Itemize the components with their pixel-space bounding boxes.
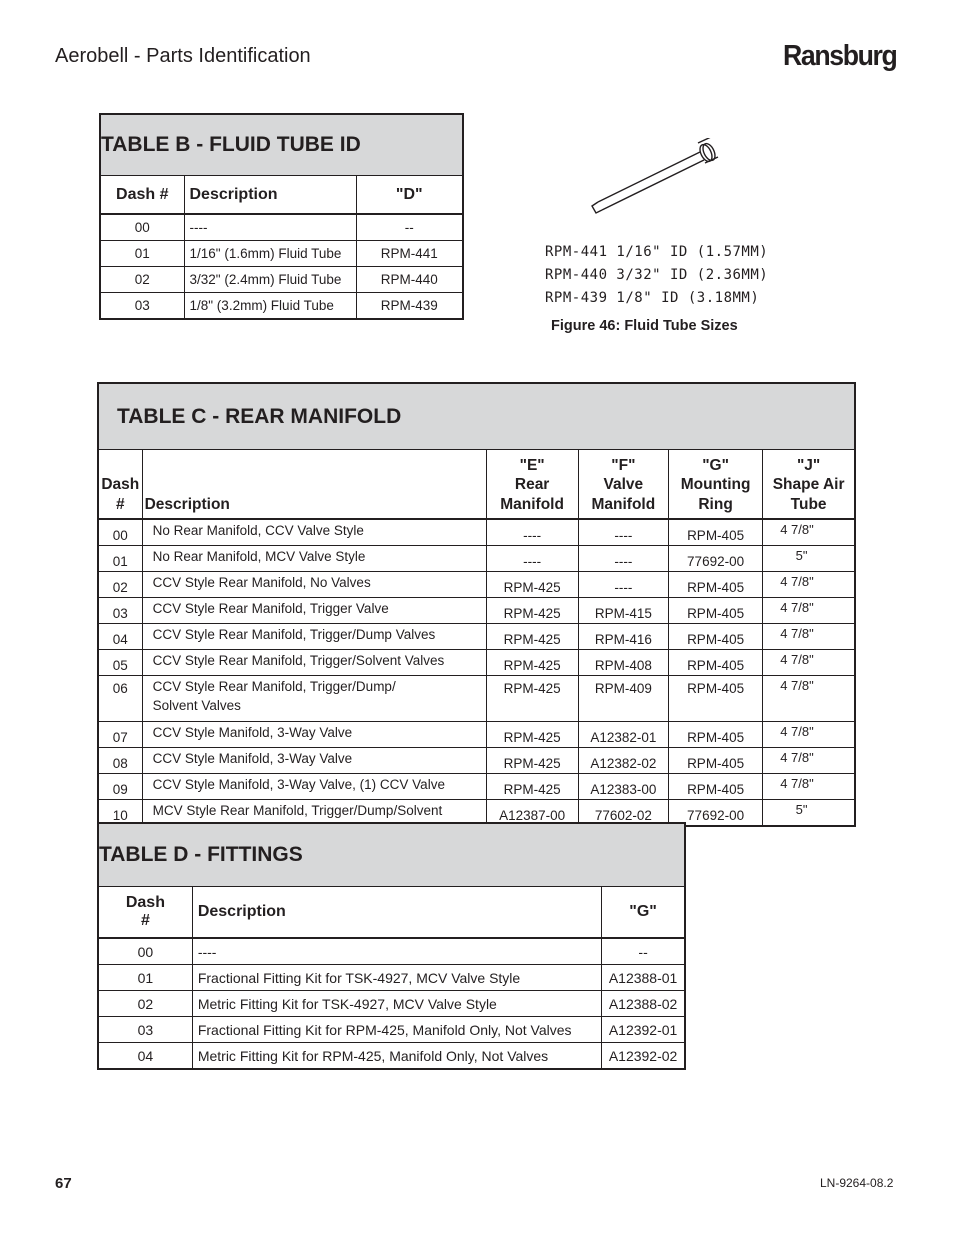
table-row	[98, 624, 855, 650]
cell-valve-manifold: RPM-415	[578, 598, 668, 624]
cell-shape-air-tube: 4 7/8"	[763, 650, 855, 676]
figure-label-rpm-441: RPM-441 1/16" ID (1.57MM)	[545, 244, 769, 260]
cell-part: RPM-439	[356, 293, 463, 320]
cell-shape-air-tube: 4 7/8"	[763, 572, 855, 598]
col-header-e: "E" Rear Manifold	[486, 450, 578, 520]
cell-rear-manifold: ----	[486, 519, 578, 546]
cell-description: 3/32" (2.4mm) Fluid Tube	[184, 267, 356, 293]
cell-description: MCV Style Rear Manifold, Trigger/Dump/Solvent	[142, 800, 486, 827]
cell-mounting-ring: 77692-00	[668, 800, 762, 827]
cell-mounting-ring: RPM-405	[668, 572, 762, 598]
cell-shape-air-tube: 4 7/8"	[763, 519, 855, 546]
cell-shape-air-tube: 4 7/8"	[763, 624, 855, 650]
col-header-description: Description	[184, 176, 356, 215]
table-row	[98, 598, 855, 624]
cell-rear-manifold: RPM-425	[486, 774, 578, 800]
cell-description: CCV Style Rear Manifold, Trigger/Dump Valves	[142, 624, 486, 650]
fluid-tube-drawing	[592, 138, 718, 213]
cell-mounting-ring: RPM-405	[668, 774, 762, 800]
col-header-f: "F" Valve Manifold	[578, 450, 668, 520]
table-row	[100, 267, 463, 293]
cell-part: A12388-02	[602, 991, 685, 1017]
cell-description: CCV Style Rear Manifold, Trigger/Dump/ Solvent Valves	[142, 676, 486, 722]
cell-rear-manifold: RPM-425	[486, 748, 578, 774]
cell-description: Fractional Fitting Kit for TSK-4927, MCV Valve Style	[192, 965, 601, 991]
col-header-d: "D"	[356, 176, 463, 215]
figure-label-rpm-439: RPM-439 1/8" ID (3.18MM)	[545, 290, 760, 306]
cell-mounting-ring: RPM-405	[668, 676, 762, 722]
cell-description: 1/16" (1.6mm) Fluid Tube	[184, 241, 356, 267]
table-b-title: TABLE B - FLUID TUBE ID	[100, 114, 463, 176]
cell-description: CCV Style Rear Manifold, Trigger Valve	[142, 598, 486, 624]
col-header-description: Description	[192, 887, 601, 939]
cell-valve-manifold: RPM-409	[578, 676, 668, 722]
page-header-title: Aerobell - Parts Identification	[55, 45, 311, 67]
table-row	[98, 1017, 685, 1043]
table-row	[100, 241, 463, 267]
cell-description: CCV Style Rear Manifold, Trigger/Solvent Valves	[142, 650, 486, 676]
table-row	[98, 676, 855, 722]
table-row	[98, 1043, 685, 1070]
cell-shape-air-tube: 5"	[763, 800, 855, 827]
cell-dash: 01	[98, 965, 192, 991]
cell-dash: 07	[98, 722, 142, 748]
cell-part: A12392-02	[602, 1043, 685, 1070]
fluid-tube-figure	[540, 138, 800, 313]
cell-description: CCV Style Manifold, 3-Way Valve	[142, 722, 486, 748]
cell-description: Metric Fitting Kit for TSK-4927, MCV Valve Style	[192, 991, 601, 1017]
cell-dash: 01	[98, 546, 142, 572]
cell-valve-manifold: RPM-408	[578, 650, 668, 676]
table-row	[98, 965, 685, 991]
cell-description: No Rear Manifold, MCV Valve Style	[142, 546, 486, 572]
cell-shape-air-tube: 4 7/8"	[763, 676, 855, 722]
cell-shape-air-tube: 4 7/8"	[763, 774, 855, 800]
table-row	[98, 991, 685, 1017]
cell-dash: 01	[100, 241, 184, 267]
cell-part: --	[602, 938, 685, 965]
cell-part: A12388-01	[602, 965, 685, 991]
cell-mounting-ring: RPM-405	[668, 650, 762, 676]
cell-dash: 04	[98, 1043, 192, 1070]
cell-shape-air-tube: 4 7/8"	[763, 722, 855, 748]
cell-dash: 03	[100, 293, 184, 320]
table-row	[100, 214, 463, 241]
cell-rear-manifold: RPM-425	[486, 598, 578, 624]
brand-logo: Ransburg	[783, 40, 897, 72]
cell-rear-manifold: RPM-425	[486, 676, 578, 722]
cell-mounting-ring: RPM-405	[668, 624, 762, 650]
col-header-dash: Dash #	[98, 450, 142, 520]
table-row	[98, 650, 855, 676]
cell-mounting-ring: 77692-00	[668, 546, 762, 572]
cell-description: 1/8" (3.2mm) Fluid Tube	[184, 293, 356, 320]
page-number: 67	[55, 1175, 72, 1192]
figure-caption: Figure 46: Fluid Tube Sizes	[551, 318, 738, 334]
cell-rear-manifold: ----	[486, 546, 578, 572]
table-d-title: TABLE D - FITTINGS	[98, 823, 685, 887]
cell-rear-manifold: A12387-00	[486, 800, 578, 827]
figure-label-rpm-440: RPM-440 3/32" ID (2.36MM)	[545, 267, 769, 283]
col-header-j: "J" Shape Air Tube	[763, 450, 855, 520]
cell-part: A12392-01	[602, 1017, 685, 1043]
cell-valve-manifold: ----	[578, 519, 668, 546]
table-row	[98, 748, 855, 774]
cell-dash: 00	[98, 519, 142, 546]
col-header-description: Description	[142, 450, 486, 520]
cell-dash: 05	[98, 650, 142, 676]
cell-mounting-ring: RPM-405	[668, 722, 762, 748]
cell-dash: 10	[98, 800, 142, 827]
cell-rear-manifold: RPM-425	[486, 624, 578, 650]
cell-valve-manifold: A12382-02	[578, 748, 668, 774]
cell-part: --	[356, 214, 463, 241]
cell-description: CCV Style Manifold, 3-Way Valve, (1) CCV Valve	[142, 774, 486, 800]
cell-description: Metric Fitting Kit for RPM-425, Manifold Only, Not Valves	[192, 1043, 601, 1070]
col-header-g: "G"	[602, 887, 685, 939]
col-header-g: "G" Mounting Ring	[668, 450, 762, 520]
cell-rear-manifold: RPM-425	[486, 572, 578, 598]
table-row	[98, 572, 855, 598]
cell-valve-manifold: A12383-00	[578, 774, 668, 800]
table-d-fittings	[97, 822, 686, 1070]
table-c-rear-manifold	[97, 382, 856, 827]
cell-shape-air-tube: 4 7/8"	[763, 598, 855, 624]
cell-dash: 02	[98, 991, 192, 1017]
cell-dash: 03	[98, 598, 142, 624]
cell-dash: 08	[98, 748, 142, 774]
table-c-title: TABLE C - REAR MANIFOLD	[98, 383, 855, 450]
cell-description: No Rear Manifold, CCV Valve Style	[142, 519, 486, 546]
cell-dash: 02	[100, 267, 184, 293]
cell-description: CCV Style Manifold, 3-Way Valve	[142, 748, 486, 774]
cell-mounting-ring: RPM-405	[668, 748, 762, 774]
cell-valve-manifold: ----	[578, 572, 668, 598]
cell-dash: 03	[98, 1017, 192, 1043]
cell-dash: 09	[98, 774, 142, 800]
table-row	[98, 519, 855, 546]
cell-mounting-ring: RPM-405	[668, 598, 762, 624]
cell-dash: 02	[98, 572, 142, 598]
table-row	[98, 546, 855, 572]
cell-description: Fractional Fitting Kit for RPM-425, Manifold Only, Not Valves	[192, 1017, 601, 1043]
cell-part: RPM-441	[356, 241, 463, 267]
cell-part: RPM-440	[356, 267, 463, 293]
cell-valve-manifold: RPM-416	[578, 624, 668, 650]
cell-description: ----	[192, 938, 601, 965]
cell-rear-manifold: RPM-425	[486, 650, 578, 676]
table-row	[98, 722, 855, 748]
table-row	[98, 938, 685, 965]
cell-mounting-ring: RPM-405	[668, 519, 762, 546]
col-header-dash: Dash #	[100, 176, 184, 215]
cell-description: ----	[184, 214, 356, 241]
cell-valve-manifold: A12382-01	[578, 722, 668, 748]
col-header-dash: Dash #	[98, 887, 192, 939]
table-row	[100, 293, 463, 320]
cell-rear-manifold: RPM-425	[486, 722, 578, 748]
table-b-fluid-tube	[99, 113, 464, 320]
cell-dash: 00	[98, 938, 192, 965]
cell-valve-manifold: ----	[578, 546, 668, 572]
cell-dash: 00	[100, 214, 184, 241]
cell-dash: 06	[98, 676, 142, 722]
cell-valve-manifold: 77602-02	[578, 800, 668, 827]
cell-description: CCV Style Rear Manifold, No Valves	[142, 572, 486, 598]
cell-shape-air-tube: 5"	[763, 546, 855, 572]
cell-shape-air-tube: 4 7/8"	[763, 748, 855, 774]
document-number: LN-9264-08.2	[820, 1176, 894, 1190]
table-row	[98, 774, 855, 800]
cell-dash: 04	[98, 624, 142, 650]
